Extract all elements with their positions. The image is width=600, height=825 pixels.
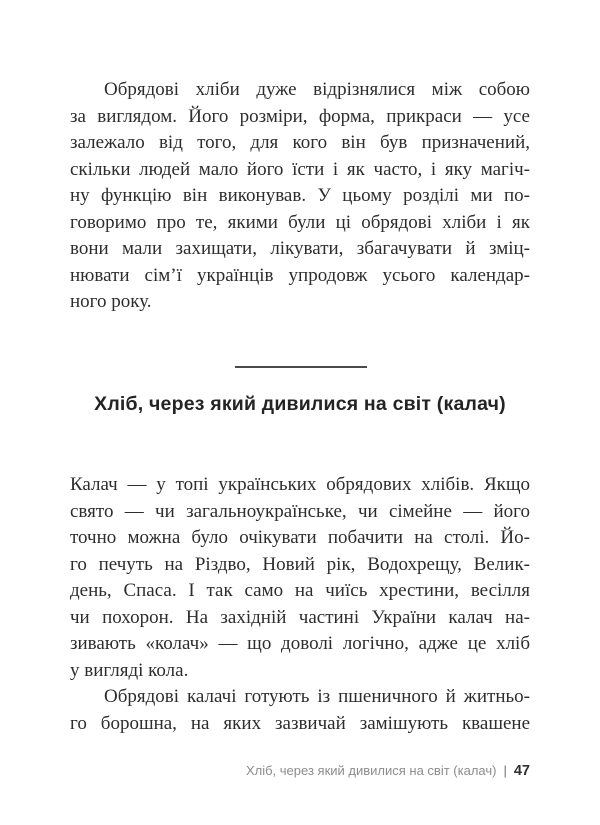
text-line: скільки людей мало його їсти і як часто, і яку магіч-	[70, 158, 530, 180]
text-line: го борошна, на яких зазвичай замішують квашене	[70, 712, 530, 734]
intro-paragraph	[70, 77, 530, 316]
text-line: нювати сім’ї українців упродовж усього календар-	[70, 264, 530, 286]
text-line: Калач — у топі українських обрядових хлібів. Якщо	[70, 474, 530, 495]
section-heading: Хліб, через який дивилися на світ (калач)	[94, 393, 506, 415]
text-line: го печуть на Різдво, Новий рік, Водохрещу, Велик-	[70, 553, 530, 575]
section-paragraph	[70, 472, 530, 684]
text-line: свято — чи загальноукраїнське, чи сімейне — його	[70, 500, 530, 522]
text-line: чи похорон. На західній частині України калач на-	[70, 606, 530, 628]
text-line: ну функцію він виконував. У цьому розділі ми по-	[70, 185, 530, 206]
text-line: точно можна було очікувати побачити на столі. Йо-	[70, 527, 530, 548]
text-line: залежало від того, для кого він був призначений,	[70, 132, 530, 153]
running-title: Хліб, через який дивилися на світ (калач)	[245, 763, 497, 778]
text-line: у вигляді кола.	[70, 659, 189, 681]
text-line: день, Спаса. І так само на чиїсь хрестини, весілля	[70, 580, 530, 601]
text-line: зивають «колач» — що доволі логічно, адже це хліб	[70, 633, 530, 654]
footer	[246, 763, 530, 779]
page-number: 47	[513, 763, 530, 779]
text-line: говоримо про те, якими були ці обрядові хліби і як	[70, 211, 530, 233]
text-line: за виглядом. Його розміри, форма, прикраси — усе	[70, 105, 530, 127]
text-line: ного року.	[70, 291, 152, 312]
text-line: Обрядові калачі готують із пшеничного й житньо-	[104, 686, 530, 707]
section-paragraph	[70, 684, 530, 737]
section-divider	[235, 366, 367, 368]
text-line: вони мали захищати, лікувати, збагачувати й зміц-	[70, 238, 530, 259]
text-line: Обрядові хліби дуже відрізнялися між собою	[104, 79, 530, 100]
footer-separator: |	[503, 763, 507, 778]
